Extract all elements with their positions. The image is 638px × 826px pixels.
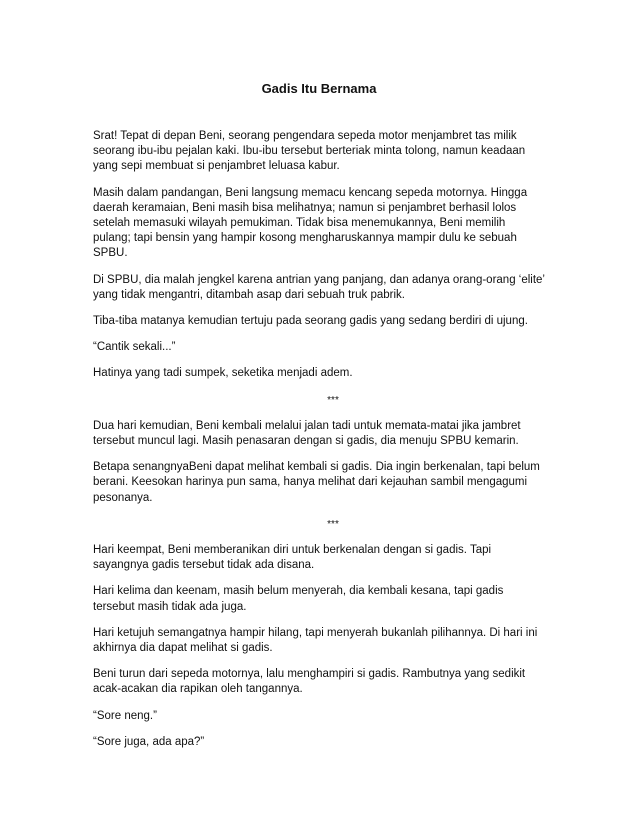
paragraph-line: akhirnya dia dapat melihat si gadis.	[93, 642, 273, 655]
paragraph	[93, 340, 573, 355]
scene-separator	[93, 517, 573, 532]
paragraph-line: yang sepi membuat si penjambret leluasa kabur.	[93, 160, 340, 173]
paragraph-line: seorang ibu-ibu pejalan kaki. Ibu-ibu tersebut berteriak minta tolong, namun keadaan	[93, 145, 526, 158]
paragraph	[93, 273, 573, 303]
separator-text: ***	[327, 518, 339, 530]
paragraph	[93, 419, 573, 449]
paragraph-line: tersebut masih tidak ada juga.	[93, 600, 247, 613]
paragraph	[93, 709, 573, 724]
paragraph-line: sayangnya gadis tersebut tidak ada disana.	[93, 559, 315, 572]
paragraph	[93, 735, 573, 750]
separator-text: ***	[327, 394, 339, 406]
paragraph-line: acak-acakan dia rapikan oleh tangannya.	[93, 683, 303, 696]
paragraph-line: Di SPBU, dia malah jengkel karena antrian yang panjang, dan adanya orang-orang ‘elite’	[93, 273, 545, 286]
paragraph-line: Beni turun dari sepeda motornya, lalu menghampiri si gadis. Rambutnya yang sedikit	[93, 668, 526, 681]
paragraph-line: Tiba-tiba matanya kemudian tertuju pada seorang gadis yang sedang berdiri di ujung.	[93, 315, 528, 328]
paragraph	[93, 186, 573, 262]
paragraph	[93, 667, 573, 697]
paragraph-line: yang tidak mengantri, ditambah asap dari sebuah truk pabrik.	[93, 288, 405, 301]
paragraph	[93, 460, 573, 506]
paragraph-line: pesonanya.	[93, 491, 153, 504]
paragraph-line: Betapa senangnyaBeni dapat melihat kembali si gadis. Dia ingin berkenalan, tapi belum	[93, 461, 540, 474]
paragraph-line: daerah keramaian, Beni masih bisa melihatnya; namun si penjambret berhasil lolos	[93, 201, 517, 214]
paragraph-line: Masih dalam pandangan, Beni langsung memacu kencang sepeda motornya. Hingga	[93, 186, 528, 199]
paragraph-line: “Cantik sekali...”	[93, 341, 176, 354]
paragraph-line: “Sore neng.”	[93, 709, 157, 722]
paragraph	[93, 584, 573, 614]
story-body	[93, 129, 573, 761]
scene-separator	[93, 393, 573, 408]
paragraph-line: berani. Keesokan harinya pun sama, hanya melihat dari kejauhan sambil mengagumi	[93, 476, 528, 489]
paragraph	[93, 366, 573, 381]
paragraph	[93, 314, 573, 329]
paragraph-line: pulang; tapi bensin yang hampir kosong mengharuskannya mampir dulu ke sebuah	[93, 232, 517, 245]
paragraph-line: SPBU.	[93, 247, 128, 260]
paragraph-line: tersebut muncul lagi. Masih penasaran dengan si gadis, dia menuju SPBU kemarin.	[93, 435, 519, 448]
paragraph-line: “Sore juga, ada apa?”	[93, 735, 205, 748]
paragraph-line: Hari kelima dan keenam, masih belum menyerah, dia kembali kesana, tapi gadis	[93, 585, 504, 598]
paragraph-line: Hari ketujuh semangatnya hampir hilang, tapi menyerah bukanlah pilihannya. Di hari ini	[93, 626, 538, 639]
paragraph-line: Srat! Tepat di depan Beni, seorang pengendara sepeda motor menjambret tas milik	[93, 130, 517, 142]
paragraph	[93, 129, 573, 175]
paragraph-line: Hari keempat, Beni memberanikan diri untuk berkenalan dengan si gadis. Tapi	[93, 544, 492, 557]
paragraph	[93, 626, 573, 656]
page-title: Gadis Itu Bernama	[261, 81, 377, 96]
paragraph	[93, 543, 573, 573]
paragraph-line: setelah memasuki wilayah pemukiman. Tidak bisa menemukannya, Beni memilih	[93, 217, 506, 230]
paragraph-line: Hatinya yang tadi sumpek, seketika menjadi adem.	[93, 367, 353, 380]
paragraph-line: Dua hari kemudian, Beni kembali melalui jalan tadi untuk memata-matai jika jambret	[93, 419, 521, 432]
